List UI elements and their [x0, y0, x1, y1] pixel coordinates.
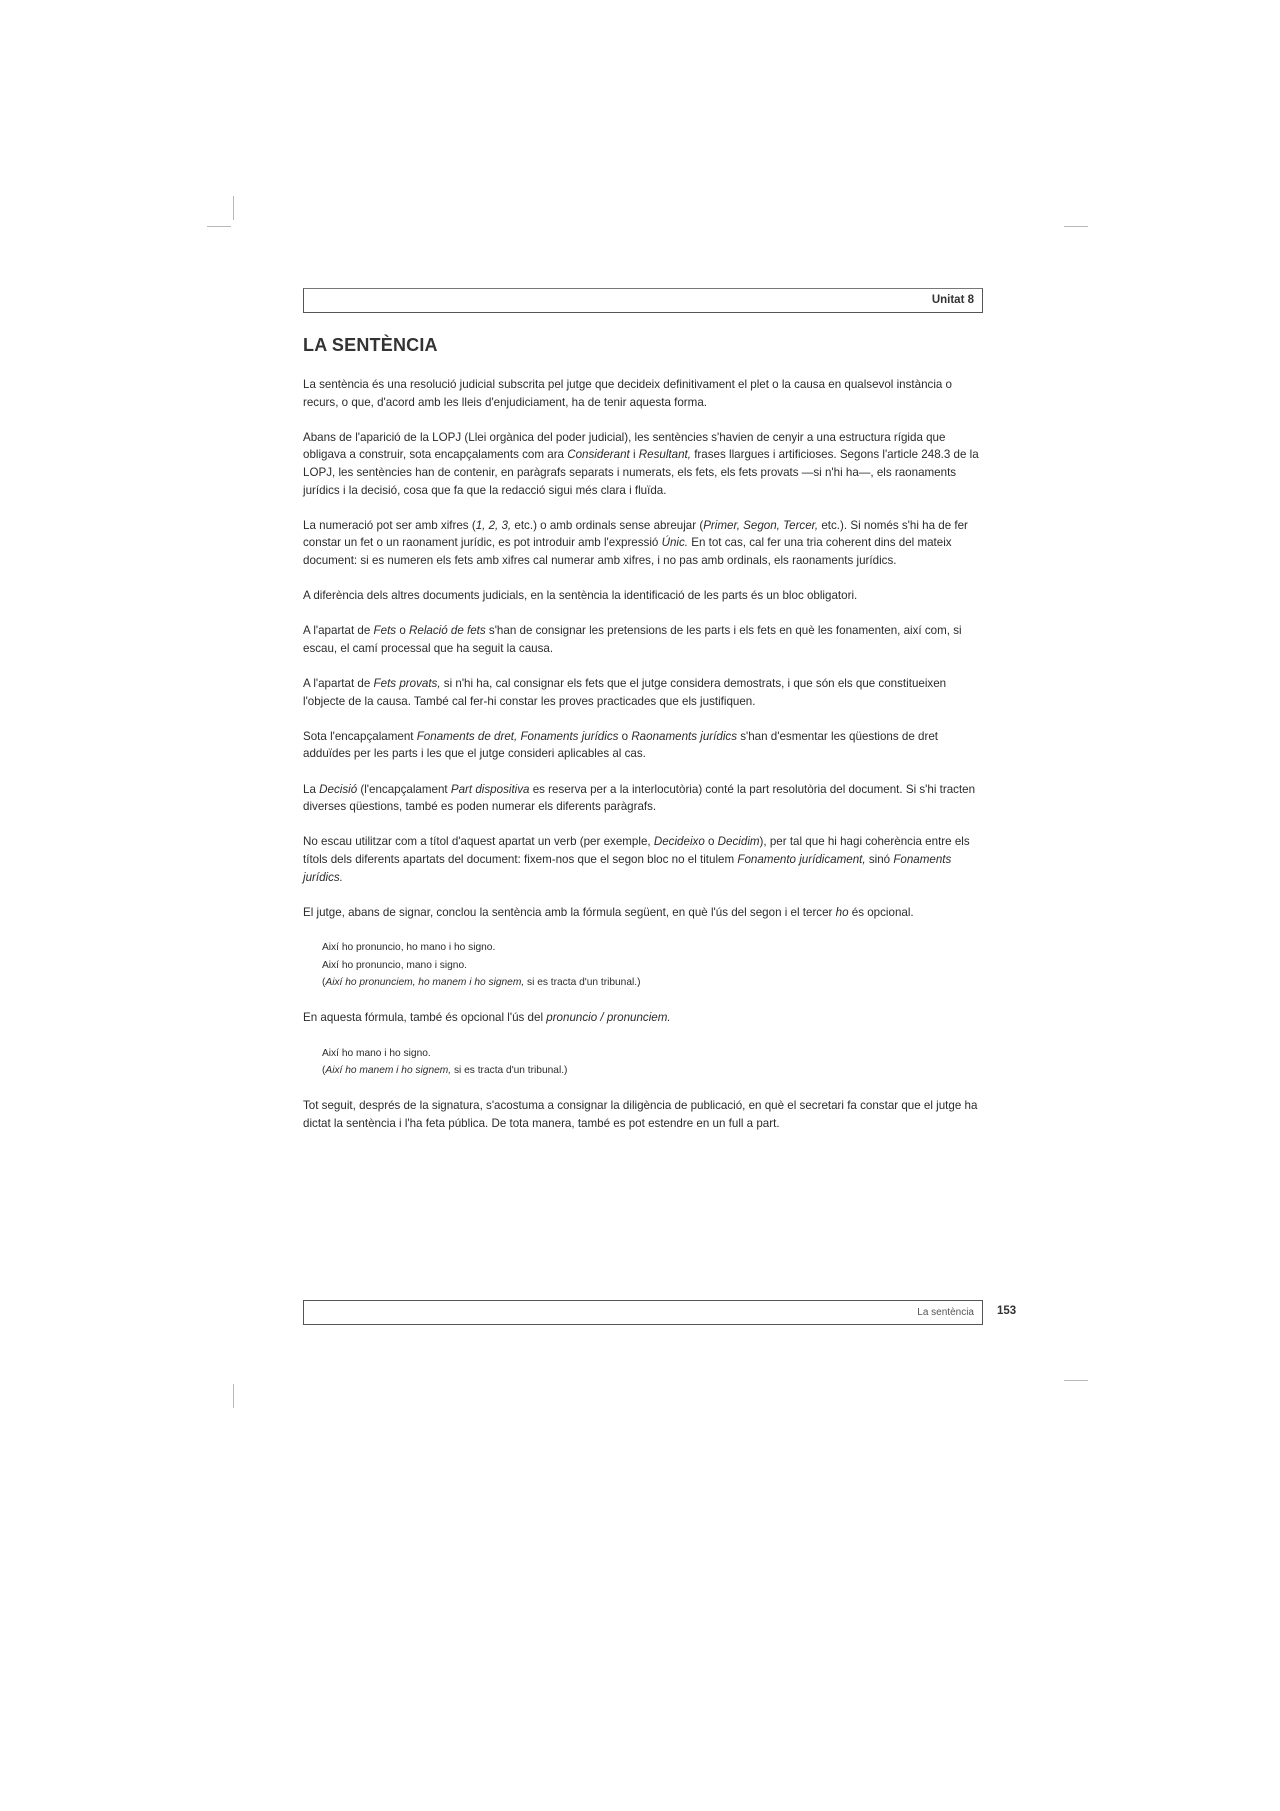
page-footer — [303, 1300, 1017, 1325]
paragraph-titol-verb: No escau utilitzar com a títol d'aquest apartat un verb (per exemple, Decideixo o Decidim), per tal que hi hagi coherència entre els títols dels diferents apartats del document: fixem-nos que el segon bloc no el titulem Fonamento jurídicament, sinó Fonaments jurídics. — [303, 835, 970, 884]
paragraph-formula-optional: En aquesta fórmula, també és opcional l'ús del pronuncio / pronunciem. — [303, 1011, 671, 1025]
paragraph-numbering: La numeració pot ser amb xifres (1, 2, 3, etc.) o amb ordinals sense abreujar (Primer, Segon, Tercer, etc.). Si només s'hi ha de fer constar un fet o un raonament jurídic, es pot introduir amb l'expressió Únic. En tot cas, cal fer una tria coherent dins del mateix document: si es numeren els fets amb xifres cal numerar amb xifres, i no pas amb ordinals, els raonaments jurídics. — [303, 518, 968, 567]
paragraph-fets: A l'apartat de Fets o Relació de fets s'han de consignar les pretensions de les parts i els fets en què les fonamenten, així com, si escau, el camí processal que ha seguit la causa. — [303, 624, 962, 655]
document-page — [303, 288, 983, 1150]
page-number: 153 — [997, 1305, 1017, 1317]
crop-mark-bottom-left-v — [233, 1384, 234, 1408]
paragraph-diligencia: Tot seguit, després de la signatura, s'acostuma a consignar la diligència de publicació, en què el secretari fa constar que el jutge ha dictat la sentència i l'ha feta pública. De tota manera, també es pot estendre en un full a part. — [303, 1099, 978, 1130]
crop-mark-top-left-v — [233, 196, 234, 220]
paragraph-decisio: La Decisió (l'encapçalament Part dispositiva es reserva per a la interlocutòria) conté la part resolutòria del document. Si s'hi tracten diverses qüestions, també es poden numerar els diferents paràgrafs. — [303, 782, 976, 814]
crop-mark-top-left-h — [207, 226, 231, 227]
unit-label: Unitat 8 — [931, 294, 974, 306]
header-bar — [303, 288, 983, 313]
paragraph-fonaments: Sota l'encapçalament Fonaments de dret, Fonaments jurídics o Raonaments jurídics s'han d'esmentar les qüestions de dret adduïdes per les parts i les que el jutge consideri aplicables al cas. — [303, 729, 938, 761]
paragraph-lopj: Abans de l'aparició de la LOPJ (Llei orgànica del poder judicial), les sentències s'havien de cenyir a una estructura rígida que obligava a construir, sota encapçalaments com ara Considerant i Resultant, frases llargues i artificioses. Segons l'article 248.3 de la LOPJ, les sentències han de contenir, en paràgrafs separats i numerats, els fets, els fets provats —si n'hi ha—, els raonaments jurídics i la decisió, cosa que fa que la redacció sigui més clara i fluïda. — [303, 430, 979, 497]
crop-mark-bottom-right-h — [1064, 1380, 1088, 1381]
paragraph-definition: La sentència és una resolució judicial subscrita pel jutge que decideix definitivament el plet o la causa en qualsevol instància o recurs, o que, d'acord amb les lleis d'enjudiciament, ha de tenir aquesta forma. — [303, 378, 953, 409]
quote-line: Així ho mano i ho signo. — [322, 1047, 431, 1059]
quote-line: (Així ho manem i ho signem, si es tracta d'un tribunal.) — [322, 1065, 568, 1077]
quote-line: Així ho pronuncio, ho mano i ho signo. — [322, 942, 496, 953]
paragraph-parts: A diferència dels altres documents judicials, en la sentència la identificació de les parts és un bloc obligatori. — [303, 589, 858, 603]
crop-mark-top-right-h — [1064, 226, 1088, 227]
formula-quote-2 — [322, 1045, 983, 1080]
quote-line: (Així ho pronunciem, ho manem i ho signem, si es tracta d'un tribunal.) — [322, 977, 641, 989]
footer-bar — [303, 1300, 983, 1325]
quote-line: Així ho pronuncio, mano i signo. — [322, 959, 467, 971]
formula-quote-1 — [322, 939, 983, 992]
footer-section-label: La sentència — [917, 1307, 974, 1318]
paragraph-fets-provats: A l'apartat de Fets provats, si n'hi ha, cal consignar els fets que el jutge considera demostrats, i que són els que constitueixen l'objecte de la causa. També cal fer-hi constar les proves practicades que els justifiquen. — [303, 677, 947, 708]
paragraph-formula: El jutge, abans de signar, conclou la sentència amb la fórmula següent, en què l'ús del segon i el tercer ho és opcional. — [303, 905, 914, 919]
page-title: LA SENTÈNCIA — [303, 335, 438, 355]
